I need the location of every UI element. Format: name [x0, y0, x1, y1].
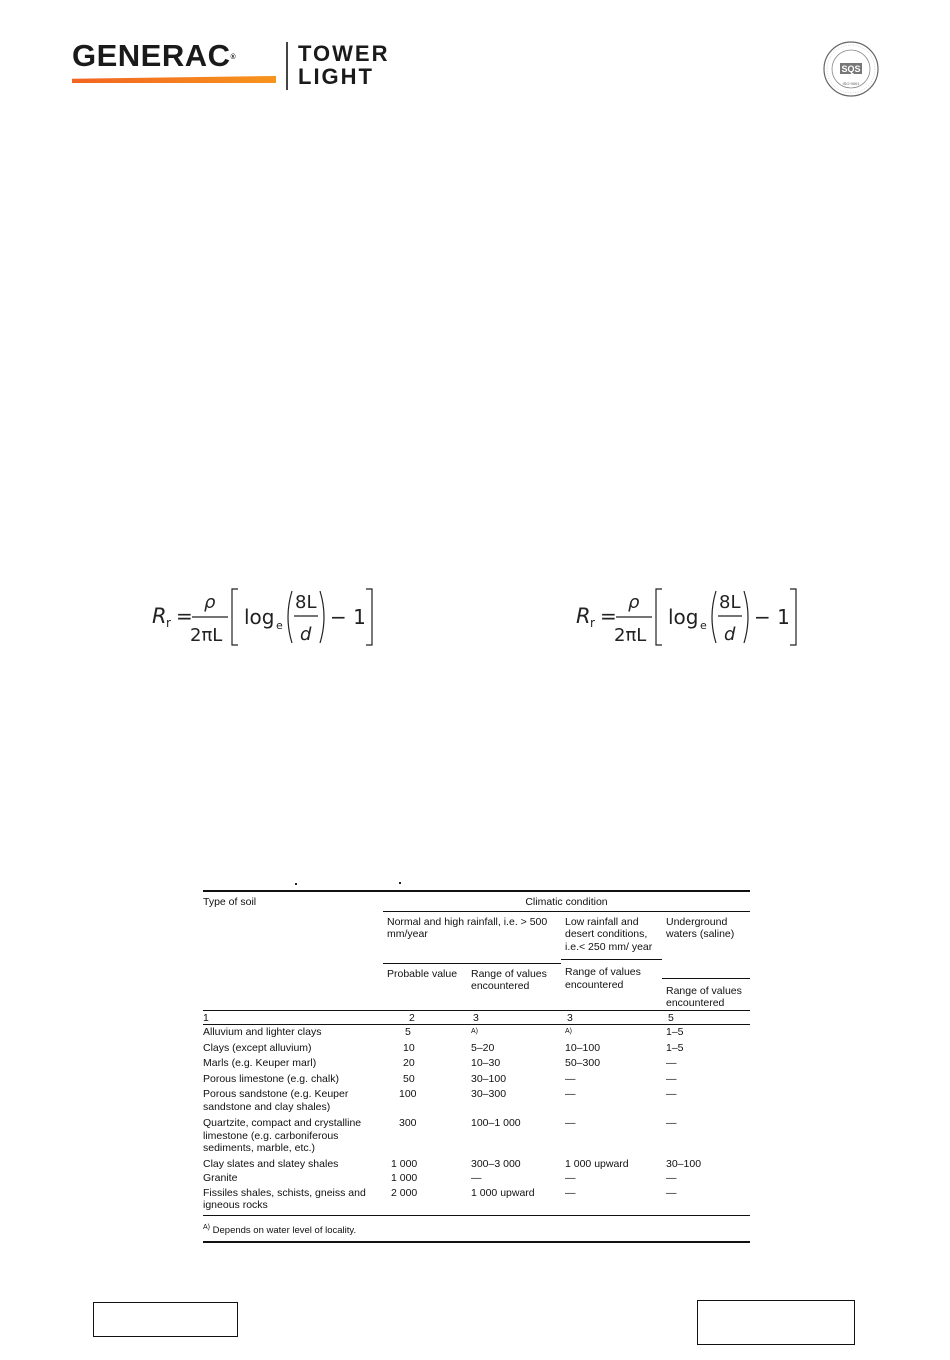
- brand-swoosh: [72, 76, 276, 83]
- product-line-2: LIGHT: [298, 64, 374, 89]
- logo-divider: [286, 42, 288, 90]
- rod-resistance-formula-left: [150, 583, 390, 651]
- svg-text:d: d: [724, 624, 736, 645]
- table-row: Clays (except alluvium) 10 5–20 10–100 1–5: [203, 1041, 684, 1054]
- footer-box-left: [93, 1302, 238, 1337]
- product-line-1: TOWER: [298, 41, 390, 66]
- table-footnote: $^{A)}$ Depends on water level of locality.: [203, 1215, 750, 1237]
- certification-seal-icon: [822, 40, 880, 98]
- svg-text:2πL: 2πL: [614, 625, 647, 646]
- scan-marks: [203, 878, 750, 884]
- table-row: Porous sandstone (e.g. Keuper sandstone and clay shales) 100 30–300 — —: [203, 1088, 677, 1113]
- table-row: Marls (e.g. Keuper marl) 20 10–30 50–300 —: [203, 1057, 677, 1069]
- table-row: Porous limestone (e.g. chalk) 50 30–100 — —: [203, 1072, 677, 1085]
- col-num-1: 1: [203, 1010, 383, 1025]
- col-num-4: 3: [561, 1010, 662, 1025]
- table-row: Clay slates and slatey shales 1 000 300–3 000 1 000 upward 30–100: [203, 1157, 702, 1170]
- svg-text:− 1: − 1: [330, 605, 366, 629]
- table-row: Quartzite, compact and crystalline limestone (e.g. carboniferous sediments, marble, etc.) 300 100–1 000 — —: [203, 1117, 677, 1154]
- svg-text:r: r: [166, 616, 171, 630]
- col-num-5: 5: [662, 1010, 750, 1025]
- table-row: Granite 1 000 — — —: [203, 1172, 677, 1184]
- svg-text:=: =: [176, 604, 193, 628]
- col-num-2: 2: [383, 1010, 467, 1025]
- svg-text:8L: 8L: [295, 592, 317, 613]
- svg-text:R: R: [576, 604, 591, 628]
- svg-text:8L: 8L: [719, 592, 741, 613]
- header-range-normal: Range of values encountered: [471, 967, 547, 993]
- header-normal-rainfall: Normal and high rainfall, i.e. > 500 mm/year: [383, 911, 561, 963]
- header-low-rainfall: Low rainfall and desert conditions, i.e.< 250 mm/ year Range of values encountered: [561, 911, 662, 1010]
- soil-table: [203, 890, 750, 1243]
- svg-text:ρ: ρ: [204, 592, 216, 613]
- svg-text:ρ: ρ: [628, 592, 640, 613]
- col-num-3: 3: [467, 1010, 561, 1025]
- header-type-of-soil: Type of soil: [203, 896, 257, 908]
- svg-text:R: R: [152, 604, 167, 628]
- svg-text:d: d: [300, 624, 312, 645]
- svg-text:e: e: [700, 619, 707, 632]
- generac-tower-light-logo: [72, 40, 432, 96]
- brand-name: GENERAC®: [72, 38, 237, 73]
- svg-text:SQS: SQS: [841, 64, 861, 74]
- svg-text:ISO 9001: ISO 9001: [842, 81, 860, 86]
- svg-text:log: log: [244, 605, 275, 629]
- svg-text:− 1: − 1: [754, 605, 790, 629]
- svg-text:=: =: [600, 604, 617, 628]
- svg-text:e: e: [276, 619, 283, 632]
- rod-resistance-formula-right: [574, 583, 814, 651]
- header-range-under: Range of values encountered: [666, 984, 742, 1009]
- footer-box-right: [697, 1300, 855, 1345]
- header-underground-waters: Underground waters (saline) Range of values encountered: [662, 911, 750, 1010]
- svg-text:log: log: [668, 605, 699, 629]
- svg-text:2πL: 2πL: [190, 625, 223, 646]
- table-row: Fissiles shales, schists, gneiss and igneous rocks 2 000 1 000 upward — —: [203, 1186, 677, 1211]
- svg-text:r: r: [590, 616, 595, 630]
- header-range-low: Range of values encountered: [565, 966, 641, 991]
- header-climatic-condition: Climatic condition: [383, 892, 750, 911]
- header-probable-value: Probable value: [387, 967, 458, 980]
- table-row: Alluvium and lighter clays 5 A) A) 1–5: [203, 1025, 750, 1039]
- product-name: [298, 42, 389, 88]
